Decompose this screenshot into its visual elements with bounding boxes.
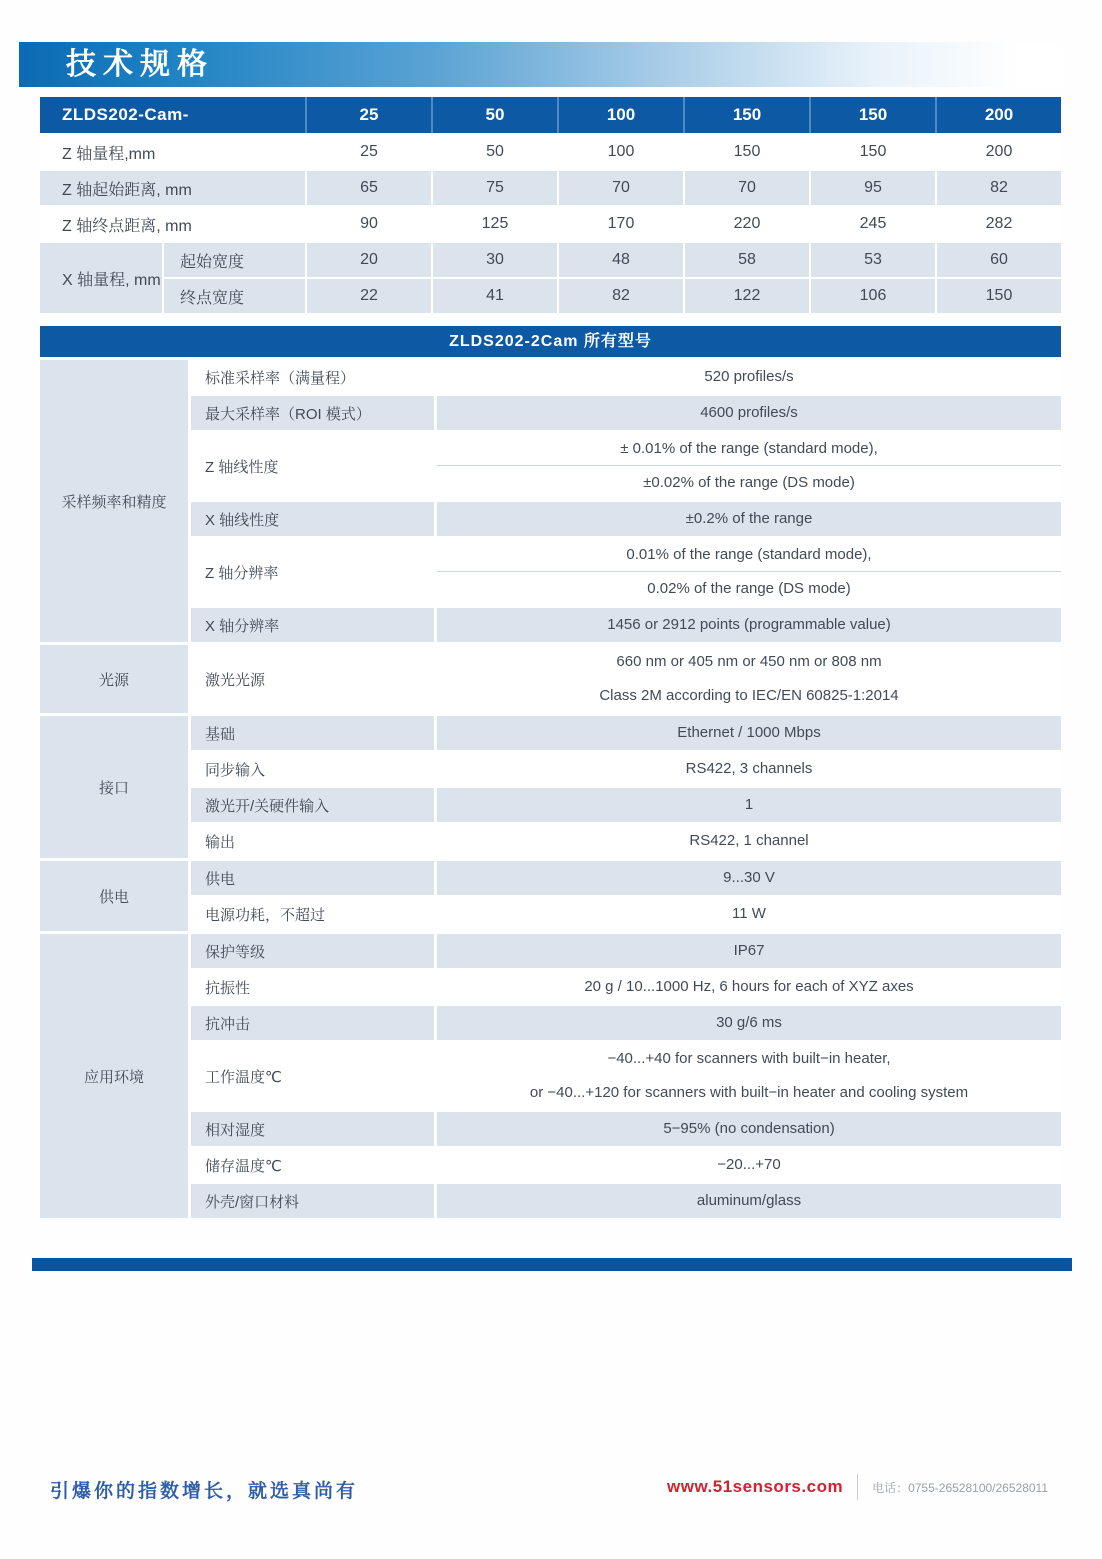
- spec-label: 标准采样率（满量程）: [188, 360, 434, 394]
- value-line: −40...+40 for scanners with built−in heater,: [607, 1050, 891, 1067]
- table-row: [40, 394, 1061, 430]
- spec-value: [434, 1110, 1061, 1146]
- spec-value: [434, 1146, 1061, 1182]
- table-row: [40, 786, 1061, 822]
- x-range-group-label: X 轴量程, mm: [40, 241, 162, 313]
- table-row: [40, 642, 1061, 713]
- spec-label: 激光开/关硬件输入: [188, 786, 434, 822]
- value-line: 1: [744, 796, 754, 813]
- model-header-cell: 100: [557, 97, 683, 133]
- footer-contact: [667, 1472, 1048, 1502]
- spec-label: 外壳/窗口材料: [188, 1182, 434, 1218]
- model-cell: 150: [935, 277, 1061, 313]
- spec-value: [434, 360, 1061, 394]
- model-cell: 125: [431, 205, 557, 241]
- x-sub-label: 起始宽度: [162, 241, 305, 277]
- page-title: 技术规格: [66, 48, 214, 81]
- model-cell: 70: [683, 169, 809, 205]
- model-cell: 53: [809, 241, 935, 277]
- value-line: 1456 or 2912 points (programmable value): [607, 616, 891, 633]
- spec-value: [434, 750, 1061, 786]
- table-row: [40, 430, 1061, 500]
- model-cell: 65: [305, 169, 431, 205]
- value-line: IP67: [733, 942, 765, 959]
- spec-value: [434, 500, 1061, 536]
- spec-label: 基础: [188, 713, 434, 750]
- table-row: [40, 1182, 1061, 1218]
- table-row: [40, 500, 1061, 536]
- model-cell: 50: [431, 133, 557, 169]
- spec-category: 供电: [40, 858, 188, 931]
- value-line: −20...+70: [717, 1156, 781, 1173]
- spec-label: 最大采样率（ROI 模式）: [188, 394, 434, 430]
- spec-label: 保护等级: [188, 931, 434, 968]
- model-cell: 58: [683, 241, 809, 277]
- table-row: [40, 205, 1061, 241]
- table-row: [40, 1110, 1061, 1146]
- spec-value: [434, 713, 1061, 750]
- table-row: [40, 1146, 1061, 1182]
- value-line: RS422, 3 channels: [685, 760, 813, 777]
- value-line: ±0.02% of the range (DS mode): [643, 474, 855, 491]
- model-cell: 30: [431, 241, 557, 277]
- model-cell: 41: [431, 277, 557, 313]
- spec-value: [434, 1040, 1061, 1110]
- model-cell: 150: [809, 133, 935, 169]
- spec-category: 应用环境: [40, 931, 188, 1218]
- table-row: [40, 1004, 1061, 1040]
- model-cell: 122: [683, 277, 809, 313]
- spec-value: [434, 1004, 1061, 1040]
- spec-value: [434, 931, 1061, 968]
- x-sub-label: 终点宽度: [162, 277, 305, 313]
- spec-label: 抗振性: [188, 968, 434, 1004]
- model-cell: 70: [557, 169, 683, 205]
- value-line: 4600 profiles/s: [700, 404, 798, 421]
- model-cell: 245: [809, 205, 935, 241]
- spec-value: [434, 642, 1061, 713]
- spec-label: 激光光源: [188, 642, 434, 713]
- spec-category: 采样频率和精度: [40, 360, 188, 642]
- model-cell: 75: [431, 169, 557, 205]
- spec-value: [434, 786, 1061, 822]
- model-cell: 170: [557, 205, 683, 241]
- table-row: [40, 133, 1061, 169]
- spec-label: X 轴分辨率: [188, 606, 434, 642]
- model-cell: 95: [809, 169, 935, 205]
- table-row: [40, 858, 1061, 895]
- value-line: ±0.2% of the range: [685, 510, 813, 527]
- spec-value: [434, 895, 1061, 931]
- spec-label: 输出: [188, 822, 434, 858]
- model-header-cell: 150: [683, 97, 809, 133]
- footer-website: www.51sensors.com: [667, 1477, 844, 1496]
- spec-label: 相对湿度: [188, 1110, 434, 1146]
- bottom-rule: [32, 1258, 1072, 1271]
- model-cell: 48: [557, 241, 683, 277]
- footer-divider: [857, 1474, 858, 1500]
- spec-value: [434, 430, 1061, 500]
- section-band-title: ZLDS202-2Cam 所有型号: [40, 326, 1061, 357]
- model-cell: 282: [935, 205, 1061, 241]
- model-cell: 106: [809, 277, 935, 313]
- spec-label: Z 轴线性度: [188, 430, 434, 500]
- value-line: Class 2M according to IEC/EN 60825-1:2014: [599, 687, 899, 704]
- value-line: 5−95% (no condensation): [663, 1120, 835, 1137]
- spec-label: 供电: [188, 858, 434, 895]
- table-row: [40, 536, 1061, 606]
- table-row: [40, 750, 1061, 786]
- value-line: 0.02% of the range (DS mode): [647, 580, 851, 597]
- value-line: 30 g/6 ms: [716, 1014, 782, 1031]
- spec-value: [434, 858, 1061, 895]
- spec-category: 接口: [40, 713, 188, 858]
- model-header-cell: 25: [305, 97, 431, 133]
- spec-table: [40, 360, 1061, 1218]
- value-line: 9...30 V: [723, 869, 775, 886]
- model-header-cell: 150: [809, 97, 935, 133]
- spec-label: Z 轴分辨率: [188, 536, 434, 606]
- model-cell: 20: [305, 241, 431, 277]
- model-header-row: [40, 97, 1061, 133]
- spec-value: [434, 394, 1061, 430]
- spec-label: 同步输入: [188, 750, 434, 786]
- model-cell: 60: [935, 241, 1061, 277]
- table-row: [40, 1040, 1061, 1110]
- spec-label: 电源功耗，不超过: [188, 895, 434, 931]
- table-row: [40, 277, 1061, 313]
- model-header-cell: 50: [431, 97, 557, 133]
- table-row: [40, 169, 1061, 205]
- footer-phone: 电话：0755-26528100/26528011: [872, 1480, 1048, 1495]
- table-row: [40, 822, 1061, 858]
- spec-value: [434, 606, 1061, 642]
- model-row-label: Z 轴起始距离, mm: [40, 169, 305, 205]
- spec-label: X 轴线性度: [188, 500, 434, 536]
- table-row: [40, 968, 1061, 1004]
- table-row: [40, 713, 1061, 750]
- model-cell: 200: [935, 133, 1061, 169]
- model-cell: 82: [557, 277, 683, 313]
- model-header-cell: 200: [935, 97, 1061, 133]
- page-title-bar: [19, 42, 1062, 87]
- spec-category: 光源: [40, 642, 188, 713]
- spec-value: [434, 1182, 1061, 1218]
- model-row-label: Z 轴终点距离, mm: [40, 205, 305, 241]
- model-table: [40, 97, 1061, 313]
- model-cell: 90: [305, 205, 431, 241]
- spec-label: 储存温度℃: [188, 1146, 434, 1182]
- spec-value: [434, 822, 1061, 858]
- spec-value: [434, 536, 1061, 606]
- spec-label: 工作温度℃: [188, 1040, 434, 1110]
- value-line: aluminum/glass: [696, 1192, 802, 1209]
- model-cell: 220: [683, 205, 809, 241]
- spec-value: [434, 968, 1061, 1004]
- table-row: [40, 895, 1061, 931]
- table-row: [40, 606, 1061, 642]
- spec-label: 抗冲击: [188, 1004, 434, 1040]
- model-cell: 25: [305, 133, 431, 169]
- value-line: 520 profiles/s: [704, 368, 794, 385]
- value-line: 660 nm or 405 nm or 450 nm or 808 nm: [616, 653, 882, 670]
- table-row: [40, 931, 1061, 968]
- value-line: 20 g / 10...1000 Hz, 6 hours for each of XYZ axes: [584, 978, 914, 995]
- model-cell: 82: [935, 169, 1061, 205]
- value-line: 11 W: [732, 905, 766, 922]
- value-line: 0.01% of the range (standard mode),: [437, 538, 1061, 572]
- table-row: [40, 360, 1061, 394]
- model-row-label: Z 轴量程,mm: [40, 133, 305, 169]
- model-header-label: ZLDS202-Cam-: [40, 97, 305, 133]
- value-line: Ethernet / 1000 Mbps: [677, 724, 821, 741]
- table-row: [40, 241, 1061, 277]
- value-line: RS422, 1 channel: [689, 832, 809, 849]
- footer-slogan: 引爆你的指数增长，就选真尚有: [50, 1481, 359, 1502]
- value-line: or −40...+120 for scanners with built−in heater and cooling system: [529, 1084, 969, 1101]
- model-cell: 22: [305, 277, 431, 313]
- model-cell: 150: [683, 133, 809, 169]
- model-cell: 100: [557, 133, 683, 169]
- value-line: ± 0.01% of the range (standard mode),: [437, 432, 1061, 466]
